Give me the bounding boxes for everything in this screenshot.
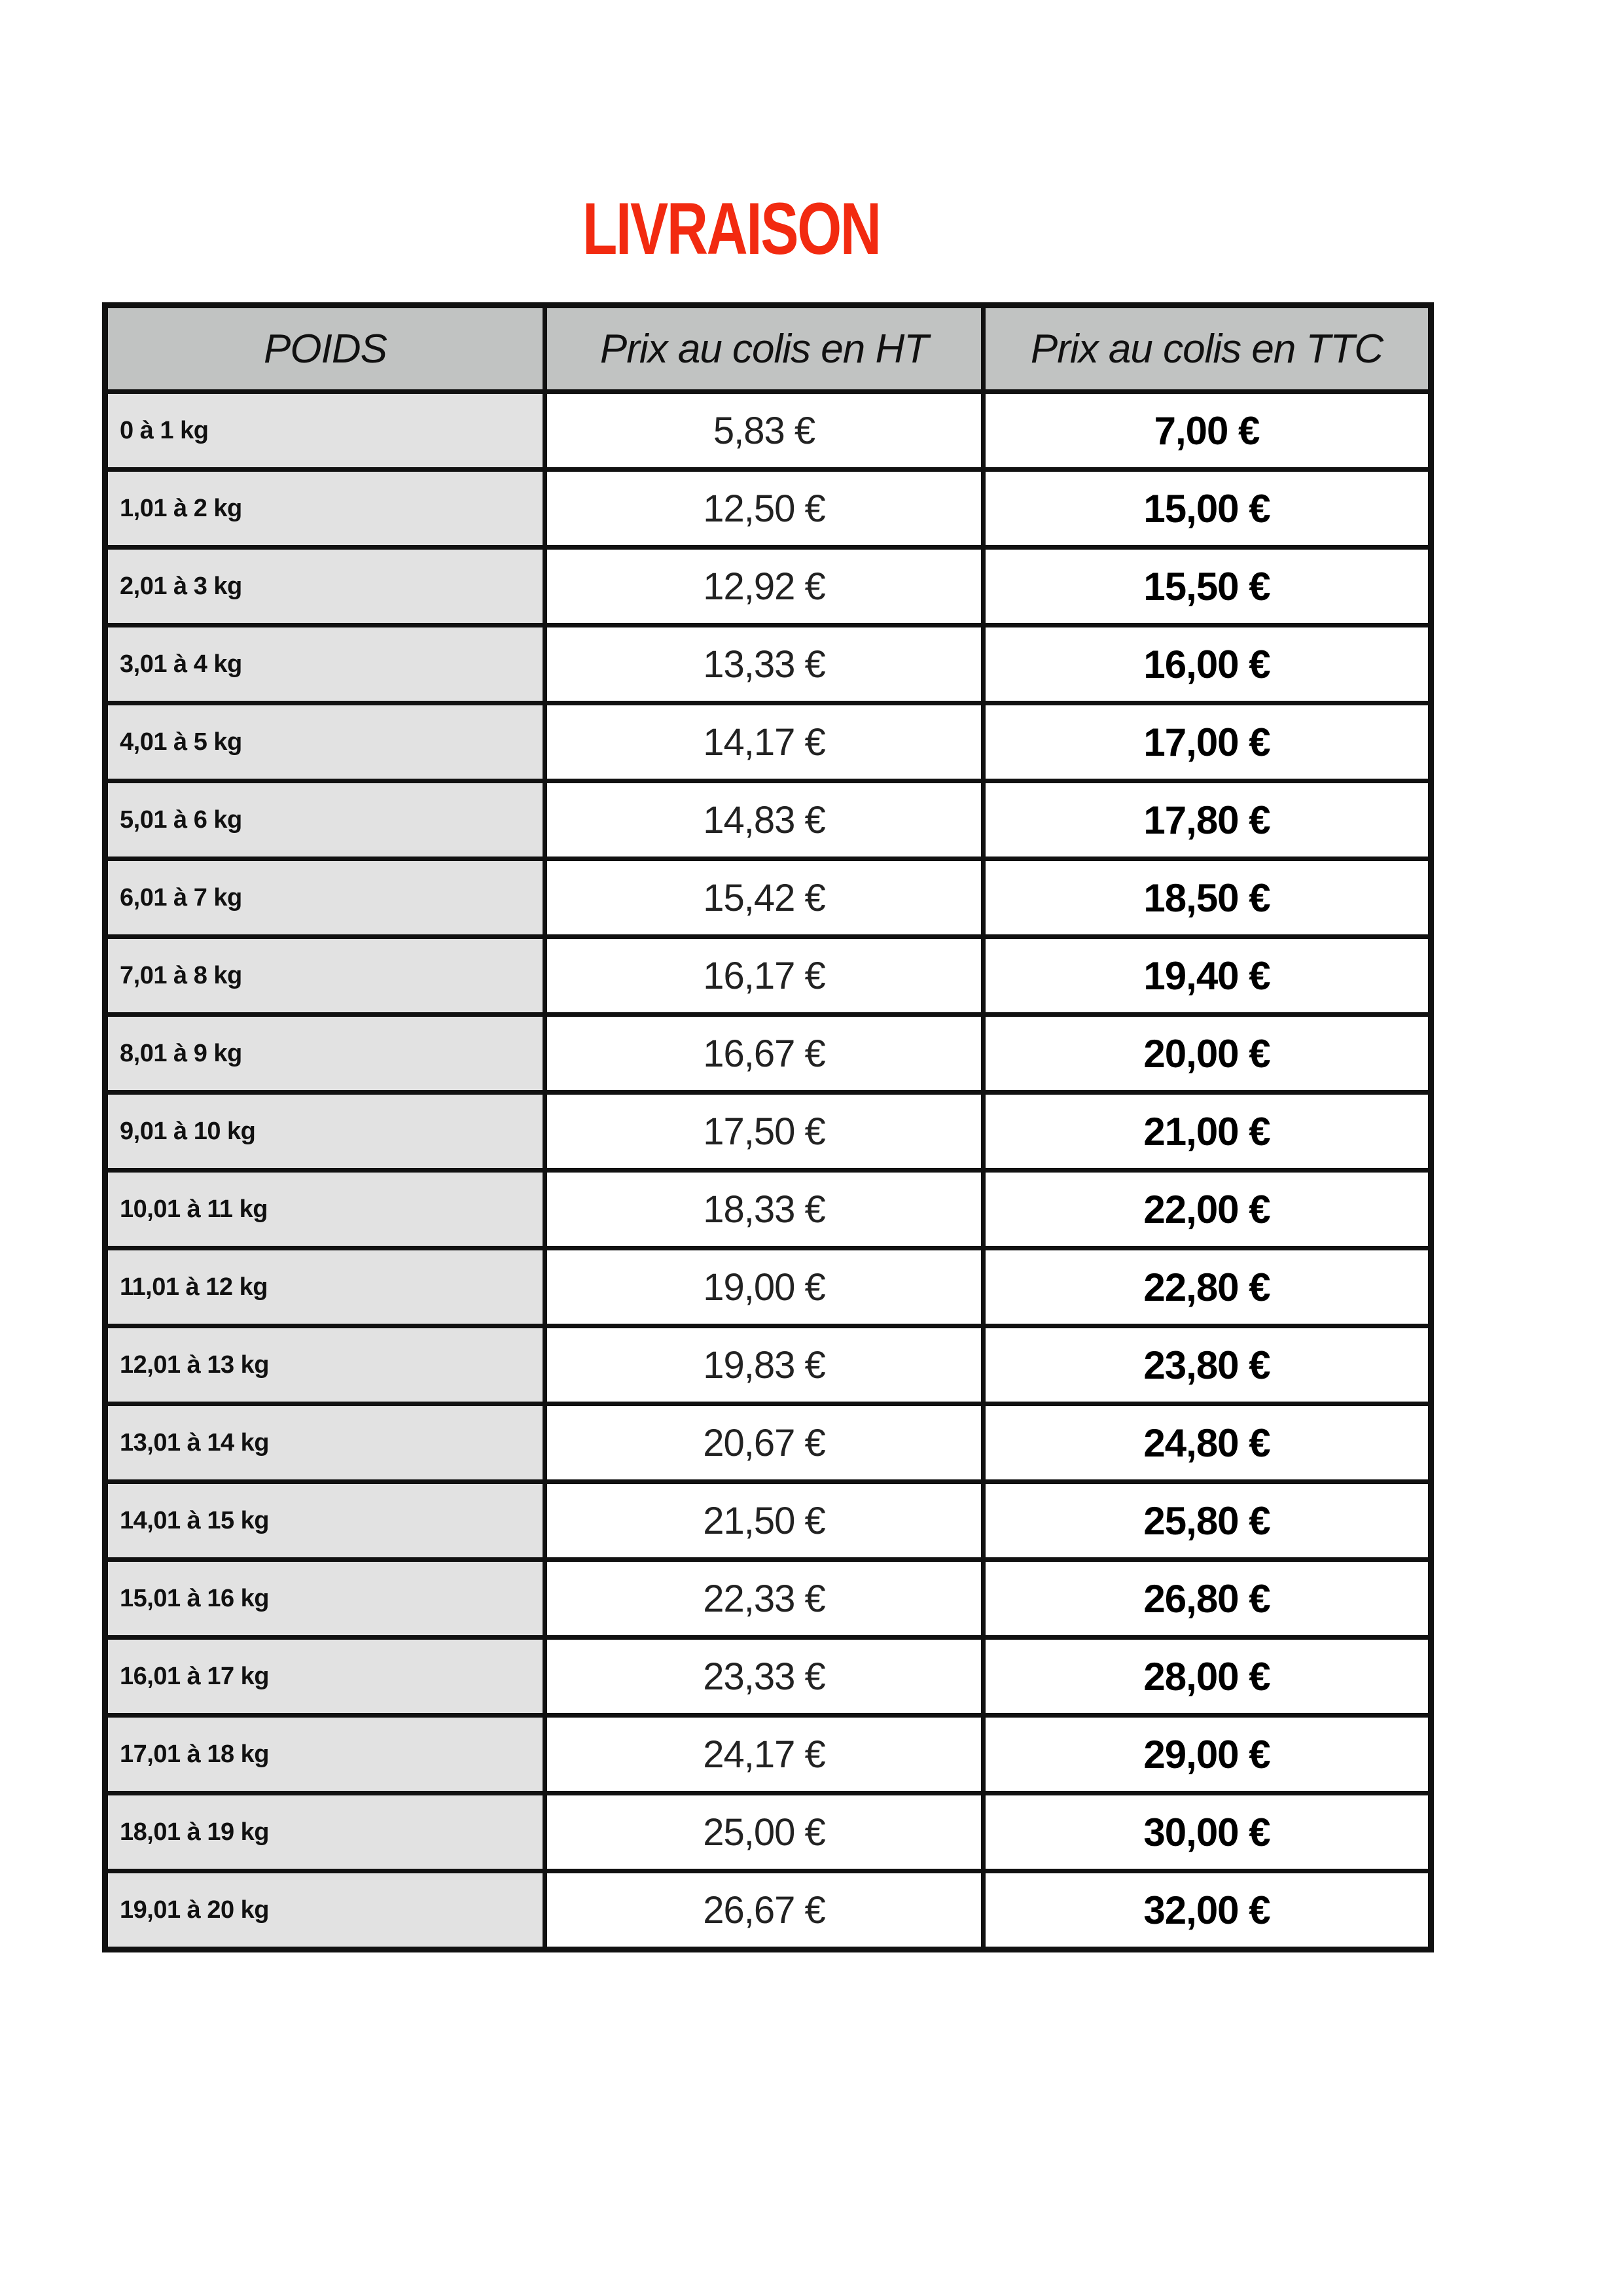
table-row xyxy=(105,1326,1431,1404)
price-ht-cell: 19,83 € xyxy=(545,1326,984,1404)
weight-cell: 17,01 à 18 kg xyxy=(105,1716,545,1793)
price-ht-cell: 23,33 € xyxy=(545,1638,984,1716)
price-ht-cell: 19,00 € xyxy=(545,1248,984,1326)
weight-cell: 19,01 à 20 kg xyxy=(105,1871,545,1950)
price-ht-cell: 15,42 € xyxy=(545,859,984,937)
weight-cell: 3,01 à 4 kg xyxy=(105,626,545,703)
price-ttc-cell: 20,00 € xyxy=(984,1015,1431,1093)
header-price-ttc: Prix au colis en TTC xyxy=(984,306,1431,392)
table-row xyxy=(105,1093,1431,1171)
price-ht-cell: 26,67 € xyxy=(545,1871,984,1950)
price-ht-cell: 5,83 € xyxy=(545,392,984,470)
price-ttc-cell: 21,00 € xyxy=(984,1093,1431,1171)
weight-cell: 8,01 à 9 kg xyxy=(105,1015,545,1093)
weight-cell: 5,01 à 6 kg xyxy=(105,781,545,859)
price-ht-cell: 24,17 € xyxy=(545,1716,984,1793)
price-ttc-cell: 7,00 € xyxy=(984,392,1431,470)
price-ttc-cell: 17,00 € xyxy=(984,703,1431,781)
table-header-row xyxy=(105,306,1431,392)
price-ht-cell: 12,92 € xyxy=(545,548,984,626)
price-ht-cell: 12,50 € xyxy=(545,470,984,548)
price-ttc-cell: 23,80 € xyxy=(984,1326,1431,1404)
shipping-price-table xyxy=(102,302,1434,1952)
table-row xyxy=(105,1482,1431,1560)
table-row xyxy=(105,1638,1431,1716)
table-row xyxy=(105,470,1431,548)
price-ht-cell: 25,00 € xyxy=(545,1793,984,1871)
weight-cell: 0 à 1 kg xyxy=(105,392,545,470)
weight-cell: 4,01 à 5 kg xyxy=(105,703,545,781)
table-row xyxy=(105,392,1431,470)
price-ttc-cell: 24,80 € xyxy=(984,1404,1431,1482)
price-ttc-cell: 15,00 € xyxy=(984,470,1431,548)
table-row xyxy=(105,1015,1431,1093)
price-ttc-cell: 16,00 € xyxy=(984,626,1431,703)
table-row xyxy=(105,1248,1431,1326)
table-row xyxy=(105,703,1431,781)
price-ttc-cell: 29,00 € xyxy=(984,1716,1431,1793)
price-ht-cell: 20,67 € xyxy=(545,1404,984,1482)
header-price-ht: Prix au colis en HT xyxy=(545,306,984,392)
price-ttc-cell: 28,00 € xyxy=(984,1638,1431,1716)
weight-cell: 1,01 à 2 kg xyxy=(105,470,545,548)
weight-cell: 12,01 à 13 kg xyxy=(105,1326,545,1404)
weight-cell: 10,01 à 11 kg xyxy=(105,1171,545,1248)
price-ht-cell: 14,83 € xyxy=(545,781,984,859)
table-row xyxy=(105,1793,1431,1871)
table-row xyxy=(105,548,1431,626)
price-ht-cell: 16,17 € xyxy=(545,937,984,1015)
price-ttc-cell: 26,80 € xyxy=(984,1560,1431,1638)
header-weight: POIDS xyxy=(105,306,545,392)
weight-cell: 18,01 à 19 kg xyxy=(105,1793,545,1871)
table-row xyxy=(105,1404,1431,1482)
page-title: LIVRAISON xyxy=(582,188,880,270)
price-ttc-cell: 22,80 € xyxy=(984,1248,1431,1326)
weight-cell: 2,01 à 3 kg xyxy=(105,548,545,626)
table-row xyxy=(105,1871,1431,1950)
price-ht-cell: 14,17 € xyxy=(545,703,984,781)
weight-cell: 16,01 à 17 kg xyxy=(105,1638,545,1716)
table-body xyxy=(105,392,1431,1950)
table-row xyxy=(105,1171,1431,1248)
price-ht-cell: 17,50 € xyxy=(545,1093,984,1171)
price-ttc-cell: 19,40 € xyxy=(984,937,1431,1015)
price-ttc-cell: 25,80 € xyxy=(984,1482,1431,1560)
price-ttc-cell: 15,50 € xyxy=(984,548,1431,626)
weight-cell: 9,01 à 10 kg xyxy=(105,1093,545,1171)
price-ttc-cell: 17,80 € xyxy=(984,781,1431,859)
weight-cell: 13,01 à 14 kg xyxy=(105,1404,545,1482)
weight-cell: 7,01 à 8 kg xyxy=(105,937,545,1015)
table-row xyxy=(105,1560,1431,1638)
table-row xyxy=(105,1716,1431,1793)
price-ht-cell: 16,67 € xyxy=(545,1015,984,1093)
price-ttc-cell: 32,00 € xyxy=(984,1871,1431,1950)
price-ttc-cell: 22,00 € xyxy=(984,1171,1431,1248)
weight-cell: 14,01 à 15 kg xyxy=(105,1482,545,1560)
table-row xyxy=(105,859,1431,937)
weight-cell: 15,01 à 16 kg xyxy=(105,1560,545,1638)
price-ht-cell: 18,33 € xyxy=(545,1171,984,1248)
price-ttc-cell: 30,00 € xyxy=(984,1793,1431,1871)
table-row xyxy=(105,626,1431,703)
price-ht-cell: 22,33 € xyxy=(545,1560,984,1638)
price-ttc-cell: 18,50 € xyxy=(984,859,1431,937)
price-ht-cell: 13,33 € xyxy=(545,626,984,703)
weight-cell: 11,01 à 12 kg xyxy=(105,1248,545,1326)
weight-cell: 6,01 à 7 kg xyxy=(105,859,545,937)
table-row xyxy=(105,937,1431,1015)
price-ht-cell: 21,50 € xyxy=(545,1482,984,1560)
table-row xyxy=(105,781,1431,859)
